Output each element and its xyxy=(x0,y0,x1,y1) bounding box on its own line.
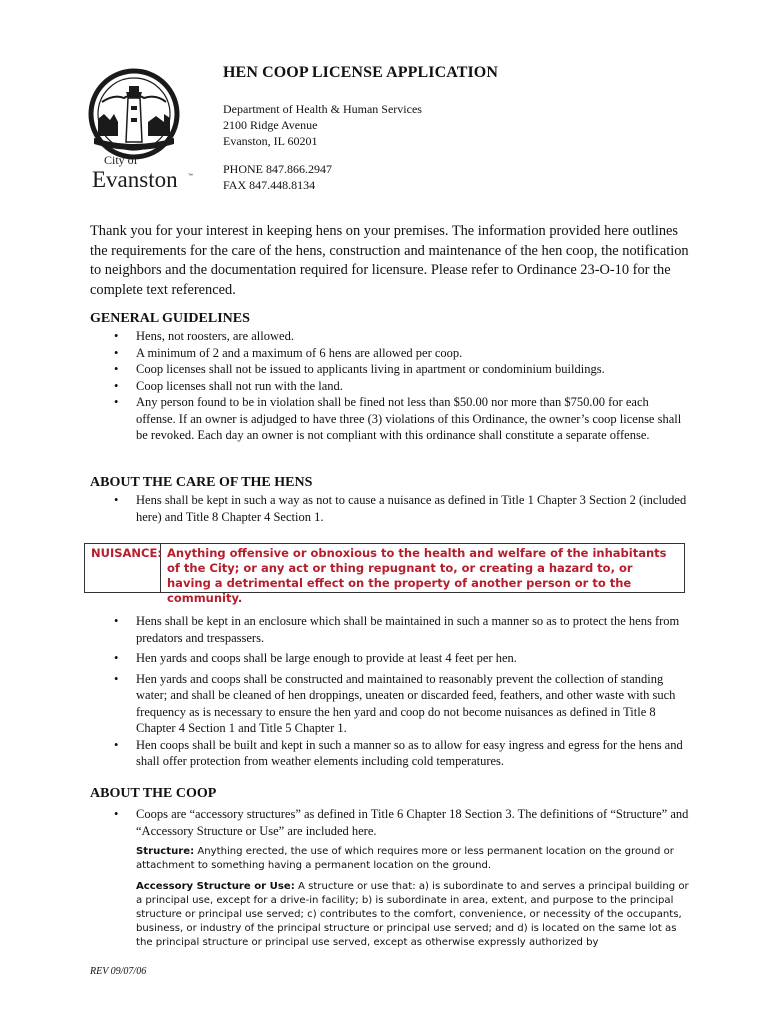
accessory-definition-text: A structure or use that: a) is subordinate to and serves a principal building or a principal use, except for a drive-in facility; b) is subordinate in area, extent, and purpose to the principal structure or principal use served; c) contributes to the comfort, convenience, or necessity of the occupants, business, or industry of the principal structure or principal use served; and d) is located on the same lot as the principal structure or principal use served, except as otherwise expressly authorized by xyxy=(136,881,689,948)
revision-date: REV 09/07/06 xyxy=(90,966,147,977)
accessory-term: Accessory Structure or Use: xyxy=(136,881,295,892)
nuisance-label: NUISANCE: xyxy=(85,544,161,592)
logo-city-name: Evanston xyxy=(92,167,178,192)
list-item: • Coop licenses shall not run with the land. xyxy=(90,378,690,395)
logo-trademark: ™ xyxy=(188,173,193,179)
fax-number: FAX 847.448.8134 xyxy=(223,178,316,192)
list-item: • Hens shall be kept in an enclosure which shall be maintained in such a manner so as to protect the hens from predators and trespassers. xyxy=(90,613,690,646)
list-item: • Coops are “accessory structures” as defined in Title 6 Chapter 18 Section 3. The definitions of “Structure” and “Accessory Structure or Use” are included here. xyxy=(90,806,690,839)
accessory-structure-definition xyxy=(136,880,690,950)
care-list-after xyxy=(90,613,690,770)
street-address: 2100 Ridge Avenue xyxy=(223,118,318,132)
structure-term: Structure: xyxy=(136,846,195,857)
care-list-before xyxy=(90,492,690,525)
city-of-evanston-logo xyxy=(84,64,200,192)
intro-paragraph: Thank you for your interest in keeping hens on your premises. The information provided here outlines the requirements for the care of the hens, construction and maintenance of the hen coop, the notification to neighbors and the documentation required for licensure. Please refer to Ordinance 23-O-10 for the complete text referenced. xyxy=(90,223,689,298)
list-item: • Hen coops shall be built and kept in such a manner so as to allow for easy ingress and egress for the hens and shall offer protection from weather elements including cold temperatures. xyxy=(90,737,690,770)
general-guidelines-list xyxy=(90,328,690,444)
list-item: • Hen yards and coops shall be large enough to provide at least 4 feet per hen. xyxy=(90,650,690,667)
general-guidelines-heading: GENERAL GUIDELINES xyxy=(90,311,250,326)
list-item: • Hen yards and coops shall be constructed and maintained to reasonably prevent the collection of standing water; and shall be cleaned of hen droppings, uneaten or discarded feed, feathers, and other waste with such frequency as is necessary to ensure the hen yard and coop do not become nuisances as defined in Title 8 Chapter 4 Section 1 and Title 5 Chapter 1. xyxy=(90,671,690,737)
list-item: • Coop licenses shall not be issued to applicants living in apartment or condominium buildings. xyxy=(90,361,690,378)
structure-definition xyxy=(136,845,690,873)
logo-city-of: City of xyxy=(104,153,138,167)
list-item: • Hens shall be kept in such a way as not to cause a nuisance as defined in Title 1 Chapter 3 Section 2 (included here) and Title 8 Chapter 4 Section 1. xyxy=(90,492,690,525)
nuisance-definition-box xyxy=(84,543,685,605)
document-title: HEN COOP LICENSE APPLICATION xyxy=(223,64,498,81)
list-item: • Any person found to be in violation shall be fined not less than $50.00 nor more than $750.00 for each offense. If an owner is adjudged to have three (3) violations of this Ordinance, the owner’s coop license shall be revoked. Each day an owner is not compliant with this ordinance shall constitute a separate offense. xyxy=(90,394,690,444)
department-name: Department of Health & Human Services xyxy=(223,102,422,116)
list-item: • Hens, not roosters, are allowed. xyxy=(90,328,690,345)
list-item: • A minimum of 2 and a maximum of 6 hens are allowed per coop. xyxy=(90,345,690,362)
city-state-zip: Evanston, IL 60201 xyxy=(223,134,318,148)
phone-number: PHONE 847.866.2947 xyxy=(223,162,333,176)
nuisance-definition-text: Anything offensive or obnoxious to the health and welfare of the inhabitants of the City; or any act or thing repugnant to, or creating a hazard to, or having a detrimental effect on the property of another person or to the community. xyxy=(167,546,667,605)
lighthouse-emblem-icon xyxy=(84,64,200,192)
coop-list xyxy=(90,806,690,839)
structure-definition-text: Anything erected, the use of which requires more or less permanent location on the ground or attachment to something having a permanent location on the ground. xyxy=(136,846,674,871)
about-coop-heading: ABOUT THE COOP xyxy=(90,786,217,801)
care-of-hens-heading: ABOUT THE CARE OF THE HENS xyxy=(90,475,313,490)
